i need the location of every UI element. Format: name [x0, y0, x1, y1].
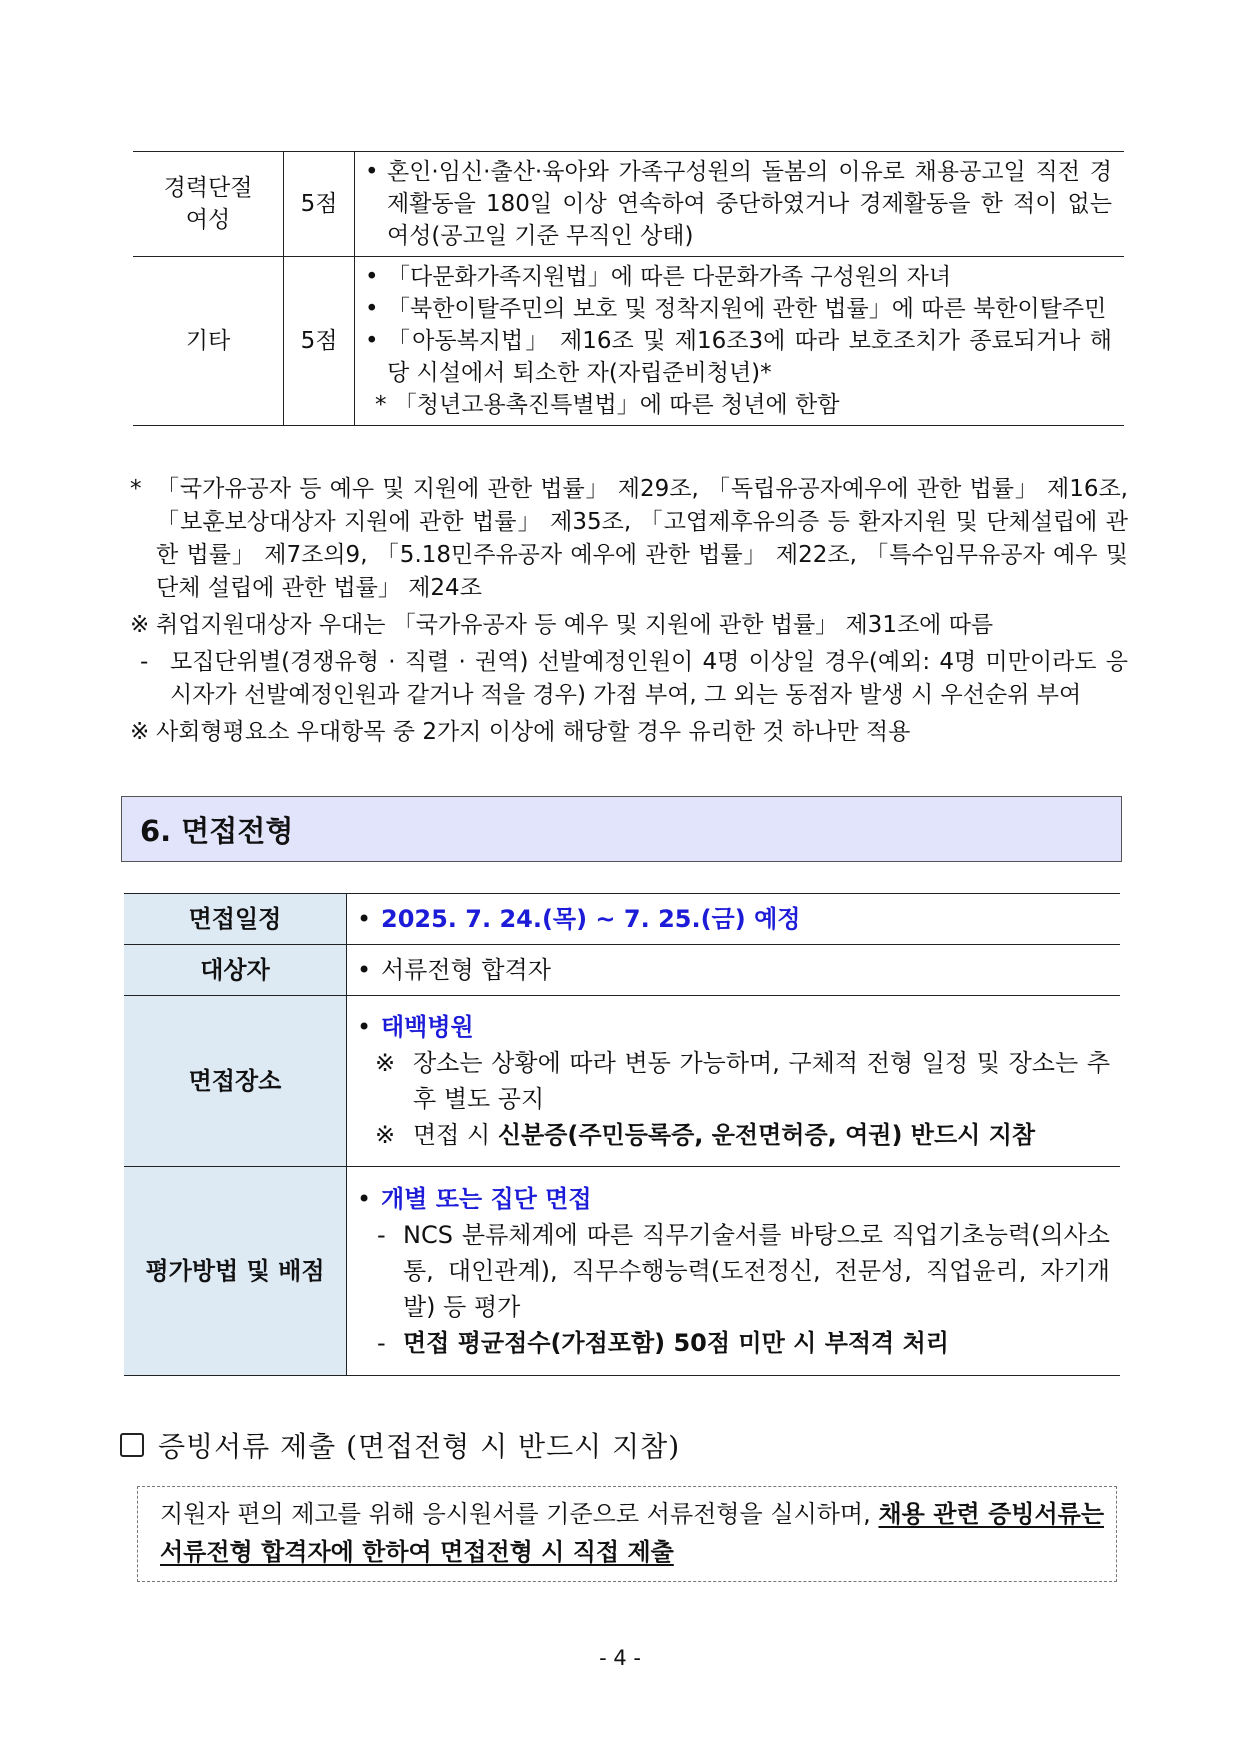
- interview-table: [124, 893, 1120, 1376]
- criteria-cell: [355, 257, 1125, 426]
- place-line: • 태백병원: [357, 1013, 474, 1041]
- eval-line: • 개별 또는 집단 면접: [357, 1185, 592, 1213]
- criteria-item: • 혼인·임신·출산·육아와 가족구성원의 돌봄의 이유로 채용공고일 직전 경제활동을 180일 이상 연속하여 중단하였거나 경제활동을 한 적이 없는 여성(공고일 기준 무직인 상태): [365, 159, 1112, 249]
- criteria-item: • 「아동복지법」 제16조 및 제16조3에 따라 보호조치가 종료되거나 해당 시설에서 퇴소한 자(자립준비청년)*: [365, 328, 1112, 386]
- criteria-item: • 「북한이탈주민의 보호 및 정착지원에 관한 법률」에 따른 북한이탈주민: [365, 296, 1107, 322]
- target-label: 대상자: [124, 945, 347, 996]
- table-row: [124, 945, 1120, 996]
- docs-body-text: 지원자 편의 제고를 위해 응시원서를 기준으로 서류전형을 실시하며,: [160, 1500, 879, 1528]
- schedule-value: 2025. 7. 24.(목) ~ 7. 25.(금) 예정: [381, 905, 801, 933]
- schedule-value-cell: [347, 894, 1121, 945]
- place-label: 면접장소: [124, 996, 347, 1167]
- schedule-line: • 2025. 7. 24.(목) ~ 7. 25.(금) 예정: [357, 905, 801, 933]
- checkbox-square-icon: [120, 1433, 144, 1457]
- docs-body-emphasis: 채용 관련 증빙서류는 서류전형 합격자에 한하여 면접전형 시 직접 제출: [160, 1500, 1104, 1566]
- note-item: ※ 사회형평요소 우대항목 중 2가지 이상에 해당할 경우 유리한 것 하나만 적용: [130, 719, 911, 745]
- table-row: [124, 894, 1120, 945]
- criteria-item: • 「다문화가족지원법」에 따른 다문화가족 구성원의 자녀: [365, 264, 952, 290]
- schedule-label: 면접일정: [124, 894, 347, 945]
- target-line: • 서류전형 합격자: [357, 956, 551, 984]
- place-value: 태백병원: [381, 1013, 474, 1041]
- target-value: 서류전형 합격자: [381, 956, 551, 984]
- note-item: ※ 취업지원대상자 우대는 「국가유공자 등 예우 및 지원에 관한 법률」 제31조에 따름: [130, 612, 994, 638]
- eval-note: - NCS 분류체계에 따른 직무기술서를 바탕으로 직업기초능력(의사소통, 대인관계), 직무수행능력(도전정신, 전문성, 직업윤리, 자기개발) 등 평가: [377, 1221, 1110, 1321]
- category-cell: 기타: [133, 257, 284, 426]
- docs-heading: [120, 1425, 680, 1465]
- preference-table: [133, 151, 1124, 426]
- note-item: - 모집단위별(경쟁유형 · 직렬 · 권역) 선발예정인원이 4명 이상일 경우(예외: 4명 미만이라도 응시자가 선발예정인원과 같거나 적을 경우) 가점 부여, 그 외는 동점자 발생 시 우선순위 부여: [140, 649, 1128, 708]
- table-row: [133, 152, 1124, 257]
- target-value-cell: [347, 945, 1121, 996]
- docs-heading-text: 증빙서류 제출 (면접전형 시 반드시 지참): [158, 1430, 681, 1463]
- criteria-cell: [355, 152, 1125, 257]
- table-row: [133, 257, 1124, 426]
- eval-value: 개별 또는 집단 면접: [381, 1185, 592, 1213]
- page-number: - 4 -: [599, 1646, 641, 1670]
- place-note: ※ 면접 시 신분증(주민등록증, 운전면허증, 여권) 반드시 지참: [375, 1121, 1036, 1149]
- eval-value-cell: [347, 1167, 1121, 1376]
- docs-notice-box: [137, 1486, 1117, 1582]
- place-note: ※ 장소는 상황에 따라 변동 가능하며, 구체적 전형 일정 및 장소는 추후 별도 공지: [375, 1049, 1110, 1113]
- section-title: 6. 면접전형: [121, 796, 1122, 862]
- points-cell: 5점: [284, 152, 355, 257]
- table-row: [124, 1167, 1120, 1376]
- eval-note: - 면접 평균점수(가점포함) 50점 미만 시 부적격 처리: [377, 1329, 949, 1357]
- notes-block: [130, 473, 1128, 753]
- eval-label: 평가방법 및 배점: [124, 1167, 347, 1376]
- table-row: [124, 996, 1120, 1167]
- category-cell: 경력단절 여성: [133, 152, 284, 257]
- note-item: * 「국가유공자 등 예우 및 지원에 관한 법률」 제29조, 「독립유공자예우에 관한 법률」 제16조, 「보훈보상대상자 지원에 관한 법률」 제35조, 「고엽제후유의증 등 환자지원 및 단체설립에 관한 법률」 제7조의9, 「5.18민주유공자 예우에 관한 법률」 제22조, 「특수임무유공자 예우 및 단체 설립에 관한 법률」 제24조: [130, 476, 1128, 601]
- place-value-cell: [347, 996, 1121, 1167]
- points-cell: 5점: [284, 257, 355, 426]
- criteria-footnote: * 「청년고용촉진특별법」에 따른 청년에 한함: [375, 392, 840, 418]
